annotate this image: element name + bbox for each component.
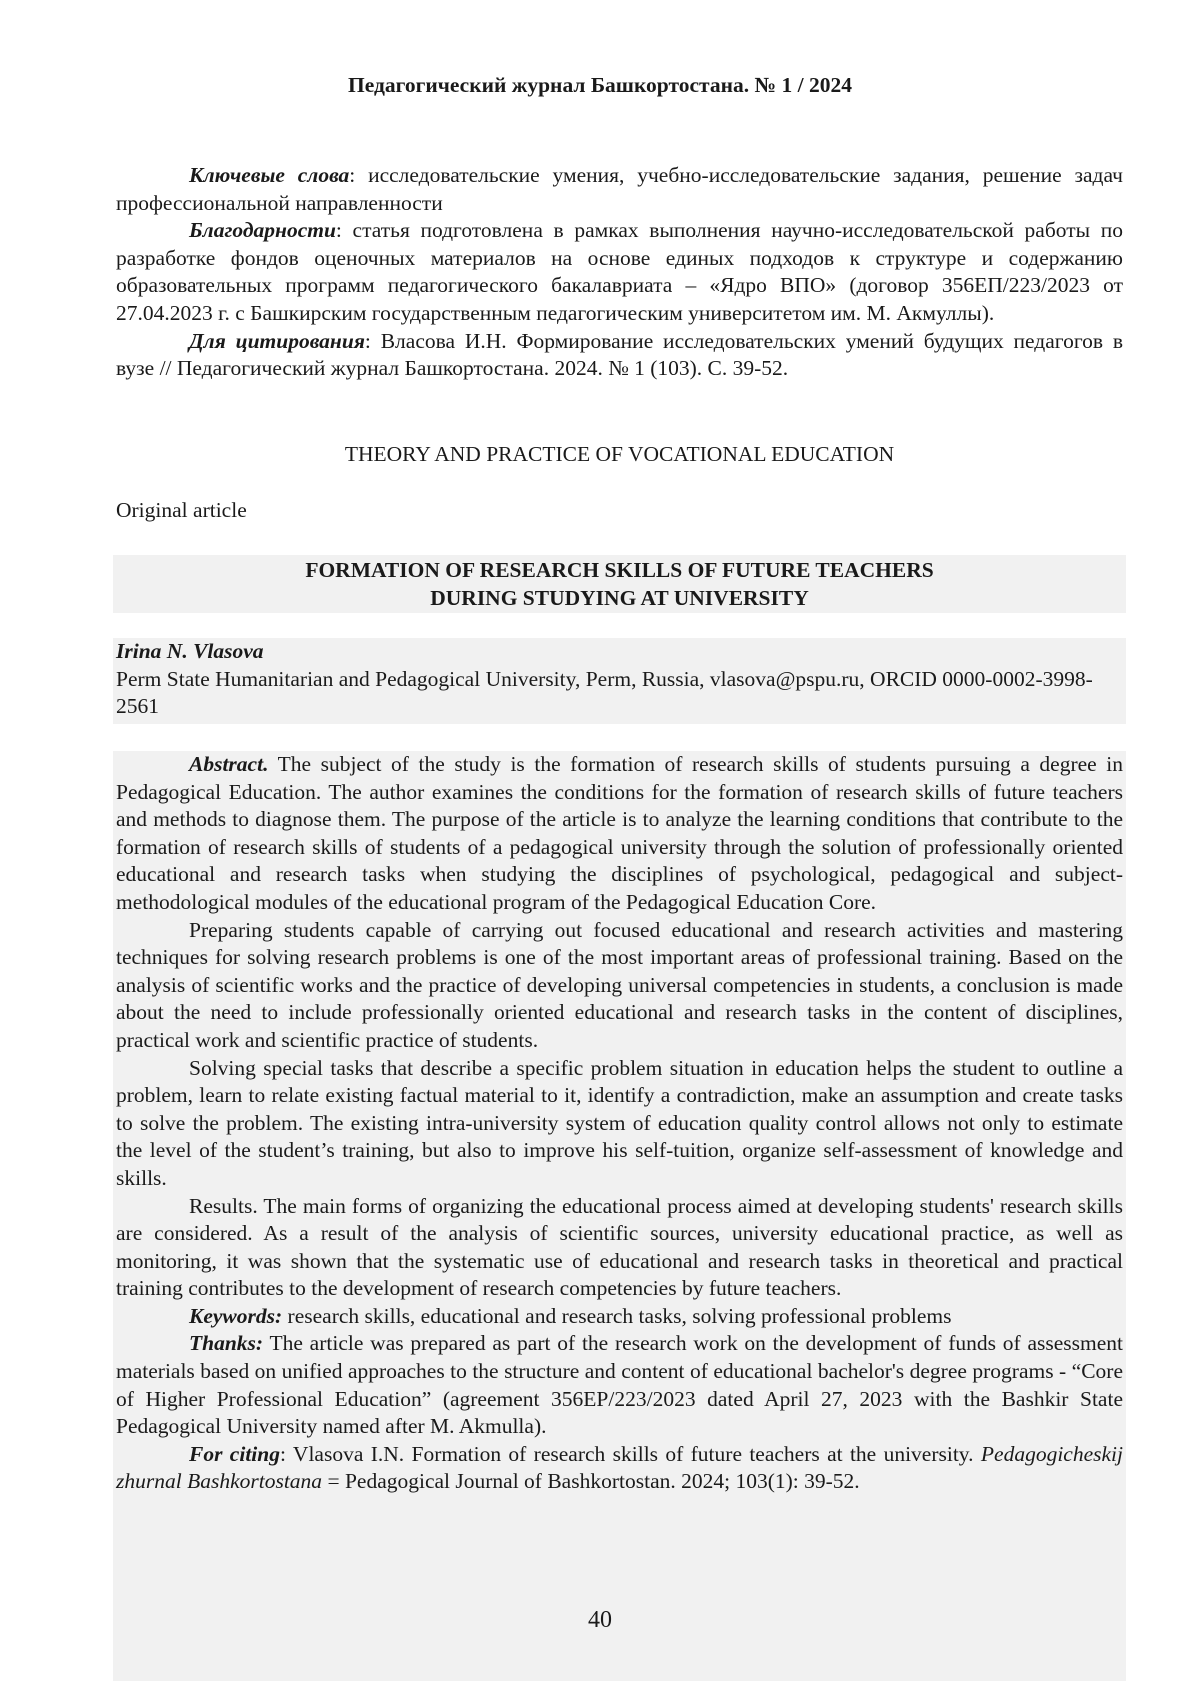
abstract-paragraph-1 (116, 751, 1123, 917)
en-citation-text: : Vlasova I.N. Formation of research skills of future teachers at the university. (279, 1441, 981, 1466)
ru-thanks (116, 217, 1123, 327)
article-title (113, 557, 1126, 612)
ru-keywords-label: Ключевые слова (189, 163, 350, 187)
en-citation-tail: = Pedagogical Journal of Bashkortostan. 2024; 103(1): 39-52. (322, 1469, 860, 1494)
en-keywords-label: Keywords: (189, 1303, 283, 1328)
abstract-label: Abstract. (189, 752, 269, 776)
en-citation-journal-translit: Pedagogicheskij zhurnal Bashkortostana (116, 1441, 1123, 1494)
en-thanks-label: Thanks: (189, 1331, 264, 1356)
abstract-paragraph-3: Solving special tasks that describe a specific problem situation in education helps the student to outline a problem, learn to relate existing factual material to it, identify a contradiction, make an assumption and create tasks to solve the problem. The existing intra-university system of education quality control allows not only to estimate the level of the student’s training, but also to improve his self-tuition, organize self-assessment of knowledge and skills. (116, 1055, 1123, 1190)
en-citation (116, 1441, 1123, 1496)
author-name: Irina N. Vlasova (116, 639, 264, 663)
en-thanks-text: The article was prepared as part of the research work on the development of funds of assessment materials based on unified approaches to the structure and content of educational bachelor's degree programs - “Core of Higher Professional Education” (agreement 356EP/223/2023 dated April 27, 2023 with the Bashkir State Pedagogical University named after M. Akmulla). (116, 1331, 1123, 1439)
abstract-block (116, 751, 1123, 1496)
ru-citation (116, 328, 1123, 383)
title-line-1: FORMATION OF RESEARCH SKILLS OF FUTURE TEACHERS (305, 558, 934, 582)
author-affiliation: Perm State Humanitarian and Pedagogical University, Perm, Russia, vlasova@pspu.ru, ORCID 0000-0002-3998-2561 (116, 666, 1093, 719)
en-keywords (116, 1303, 1123, 1331)
abstract-paragraph-4: Results. The main forms of organizing the educational process aimed at developing students' research skills are considered. As a result of the analysis of scientific sources, university educational practice, as well as monitoring, it was shown that the systematic use of educational and research tasks in theoretical and practical training contributes to the development of research competencies by future teachers. (116, 1193, 1123, 1301)
en-thanks (116, 1330, 1123, 1440)
abstract-text-1: The subject of the study is the formation of research skills of students pursuing a degree in Pedagogical Education. The author examines the conditions for the formation of research skills of future teachers and methods to diagnose them. The purpose of the article is to analyze the learning conditions that contribute to the formation of research skills of students of a pedagogical university through the solution of professionally oriented educational and research tasks when studying the disciplines of psychological, pedagogical and subject-methodological modules of the educational program of the Pedagogical Education Core. (116, 752, 1123, 914)
section-heading: THEORY AND PRACTICE OF VOCATIONAL EDUCATION (344, 442, 895, 466)
russian-metadata (116, 162, 1123, 383)
article-type: Original article (116, 498, 247, 522)
running-header: Педагогический журнал Башкортостана. № 1 / 2024 (348, 73, 852, 97)
ru-thanks-label: Благодарности (189, 218, 336, 243)
ru-keywords-text: : исследовательские умения, учебно-исследовательские задания, решение задач профессиональной направленности (116, 163, 1123, 215)
en-citation-label: For citing (189, 1441, 280, 1466)
abstract-paragraph-2: Preparing students capable of carrying out focused educational and research activities and mastering techniques for solving research problems is one of the most important areas of professional training. Based on the analysis of scientific works and the practice of developing universal competencies in students, a conclusion is made about the need to include professionally oriented educational and research tasks in the content of disciplines, practical work and scientific practice of students. (116, 917, 1123, 1052)
ru-citation-text: : Власова И.Н. Формирование исследовательских умений будущих педагогов в вузе // Педагогический журнал Башкортостана. 2024. № 1 (103). С. 39-52. (116, 328, 1123, 381)
ru-thanks-text: : статья подготовлена в рамках выполнения научно-исследовательской работы по разработке фондов оценочных материалов на основе единых подходов к структуре и содержанию образовательных программ педагогического бакалавриата – «Ядро ВПО» (договор 356ЕП/223/2023 от 27.04.2023 г. с Башкирским государственным педагогическим университетом им. М. Акмуллы). (116, 218, 1123, 325)
ru-keywords (116, 162, 1123, 217)
title-line-2: DURING STUDYING AT UNIVERSITY (430, 585, 809, 610)
author-block (116, 638, 1123, 721)
ru-citation-label: Для цитирования (189, 328, 365, 353)
en-keywords-text: research skills, educational and research tasks, solving professional problems (282, 1303, 952, 1328)
page-number: 40 (588, 1607, 612, 1633)
